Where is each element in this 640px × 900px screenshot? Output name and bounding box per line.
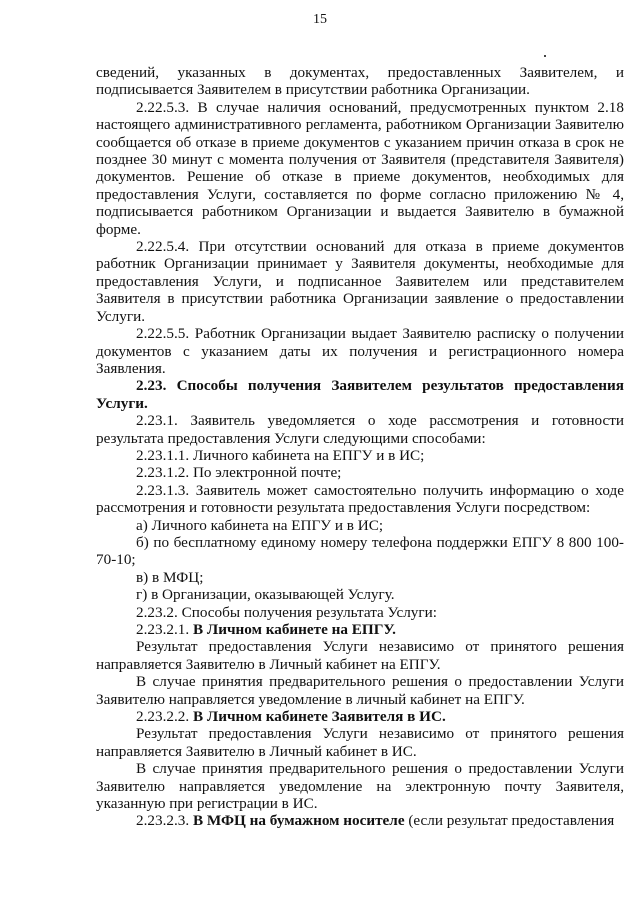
text-run: 2.23.2.3.	[136, 812, 193, 830]
text-run: Результат предоставления Услуги независимо от принятого решения направляется Заявителю в Личный кабинет на ЕПГУ.	[96, 638, 624, 673]
text-run: а) Личного кабинета на ЕПГУ и в ИС;	[136, 516, 384, 534]
bold-text: В МФЦ на бумажном носителе	[192, 812, 405, 830]
text-run: в) в МФЦ;	[136, 568, 204, 586]
paragraph-p18	[96, 725, 624, 760]
paragraph-p5	[96, 412, 624, 447]
paragraph-p17	[96, 708, 624, 725]
paragraph-p12	[96, 586, 624, 603]
text-run: В случае принятия предварительного решения о предоставлении Услуги Заявителю направляется уведомление в личный кабинет на ЕПГУ.	[96, 673, 624, 708]
text-run: г) в Организации, оказывающей Услугу.	[136, 586, 395, 604]
text-run: сведений, указанных в документах, предоставленных Заявителем, и подписывается Заявителем в присутствии работника Организации.	[96, 64, 624, 99]
text-run: (если результат предоставления	[404, 812, 615, 830]
text-run: 2.23.1.3. Заявитель может самостоятельно получить информацию о ходе рассмотрения и готовности результата предоставления Услуги посредством:	[96, 481, 624, 517]
document-body	[96, 64, 624, 830]
text-run: Результат предоставления Услуги независимо от принятого решения направляется Заявителю в Личный кабинет в ИС.	[96, 725, 624, 760]
text-run: 2.23.2. Способы получения результата Услуги:	[136, 603, 437, 621]
text-run: 2.23.1.1. Личного кабинета на ЕПГУ и в ИС;	[136, 446, 425, 464]
paragraph-p16	[96, 673, 624, 708]
paragraph-p20	[96, 812, 624, 829]
text-run: 2.22.5.3. В случае наличия оснований, предусмотренных пунктом 2.18 настоящего административного регламента, работником Организации Заявителю сообщается об отказе в приеме документов с указанием причин отказа в срок не позднее 30 минут с момента получения от Заявителя (представителя Заявителя) документов. Решение об отказе в приеме документов, необходимых для предоставления Услуги, составляется по форме согласно приложению № 4, подписывается работником Организации и выдается Заявителю в бумажной форме.	[96, 98, 624, 238]
paragraph-p19	[96, 760, 624, 812]
paragraph-p14	[96, 621, 624, 638]
paragraph-p2	[96, 238, 624, 325]
text-run: В случае принятия предварительного решения о предоставлении Услуги Заявителю направляется уведомление на электронную почту Заявителя, указанную при регистрации в ИС.	[96, 760, 624, 813]
text-run: 2.23.1. Заявитель уведомляется о ходе рассмотрения и готовности результата предоставления Услуги следующими способами:	[96, 412, 624, 447]
text-run: 2.23.1.2. По электронной почте;	[136, 464, 342, 482]
paragraph-p9	[96, 517, 624, 534]
page-number: 15	[313, 12, 327, 27]
scan-speck	[544, 55, 546, 57]
paragraph-p13	[96, 604, 624, 621]
text-run: 2.23.2.2.	[136, 708, 193, 726]
paragraph-p15	[96, 638, 624, 673]
text-run: 2.23.2.1.	[136, 621, 193, 638]
text-run: 2.22.5.4. При отсутствии оснований для отказа в приеме документов работник Организации принимает у Заявителя документы, необходимые для предоставления Услуги, и подписанное Заявителем или представителем Заявителя в присутствии работника Организации заявление о предоставлении Услуги.	[96, 238, 624, 325]
paragraph-p0	[96, 64, 624, 99]
bold-text: В Личном кабинете Заявителя в ИС.	[192, 708, 446, 726]
paragraph-p8	[96, 482, 624, 517]
text-run: б) по бесплатному единому номеру телефона поддержки ЕПГУ 8 800 100-70-10;	[96, 533, 624, 569]
bold-text: В Личном кабинете на ЕПГУ.	[192, 621, 396, 638]
text-run: 2.22.5.5. Работник Организации выдает Заявителю расписку о получении документов с указанием даты их получения и регистрационного номера Заявления.	[96, 325, 624, 377]
bold-text: 2.23. Способы получения Заявителем результатов предоставления Услуги.	[96, 377, 624, 412]
paragraph-p6	[96, 447, 624, 464]
paragraph-p1	[96, 99, 624, 238]
paragraph-p7	[96, 464, 624, 481]
paragraph-p10	[96, 534, 624, 569]
paragraph-p3	[96, 325, 624, 377]
paragraph-p11	[96, 569, 624, 586]
paragraph-p4	[96, 377, 624, 412]
